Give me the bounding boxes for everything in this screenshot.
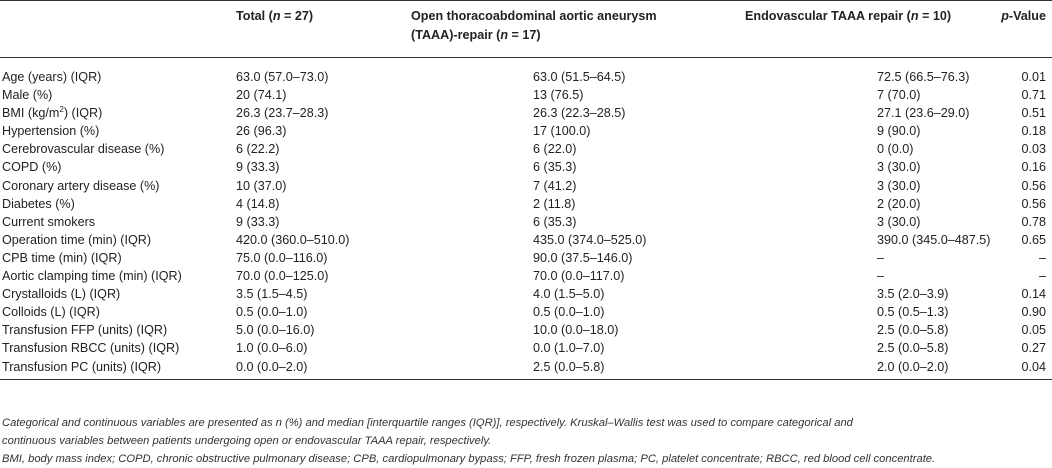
cell-p-value: 0.04	[986, 358, 1052, 380]
cell-open-repair: 0.5 (0.0–1.0)	[533, 305, 605, 320]
table-row	[0, 86, 1052, 104]
cell-p-value: 0.27	[1021, 341, 1046, 356]
cell-total: 9 (33.3)	[236, 160, 280, 175]
table-row	[0, 158, 1052, 176]
cell-total: 3.5 (1.5–4.5)	[236, 287, 308, 302]
cell-p-value: 0.56	[1021, 178, 1046, 193]
cell-p-value: 0.65	[1021, 232, 1046, 247]
cell-endovascular-repair: 3.5 (2.0–3.9)	[877, 287, 949, 302]
table-body	[0, 58, 1052, 380]
table-row	[0, 177, 1052, 195]
cell-p-value: 0.05	[1021, 323, 1046, 338]
row-label: Diabetes (%)	[2, 196, 75, 211]
table-row	[0, 321, 1052, 339]
table-row	[0, 140, 1052, 158]
cell-endovascular-repair: 7 (70.0)	[877, 88, 921, 103]
row-label: CPB time (min) (IQR)	[2, 250, 122, 265]
cell-endovascular-repair: 0 (0.0)	[877, 142, 914, 157]
cell-total: 9 (33.3)	[236, 214, 280, 229]
cell-endovascular-repair: 2.5 (0.0–5.8)	[877, 323, 949, 338]
cell-endovascular-repair: 390.0 (345.0–487.5)	[877, 232, 991, 247]
cell-open-repair: 6 (35.3)	[533, 214, 577, 229]
footnote-line-3: BMI, body mass index; COPD, chronic obstructive pulmonary disease; CPB, cardiopulmonary bypass; FFP, fresh frozen plasma; PC, platelet concentrate; RBCC, red blood cell concentrate.	[2, 453, 936, 465]
cell-total: 70.0 (0.0–125.0)	[236, 269, 329, 284]
table-row	[0, 358, 1052, 380]
cell-open-repair: 7 (41.2)	[533, 178, 577, 193]
row-label: Age (years) (IQR)	[2, 70, 102, 84]
row-label: Operation time (min) (IQR)	[2, 232, 152, 247]
cell-total: 26 (96.3)	[236, 124, 287, 139]
cell-endovascular-repair: 27.1 (23.6–29.0)	[877, 106, 970, 121]
cell-p-value: 0.51	[1021, 106, 1046, 121]
cell-open-repair: 6 (22.0)	[533, 142, 577, 157]
cell-endovascular-repair: –	[877, 250, 885, 265]
cell-open-repair: 90.0 (37.5–146.0)	[533, 250, 633, 265]
table-row	[0, 195, 1052, 213]
row-label: Cerebrovascular disease (%)	[2, 142, 165, 157]
header-variable	[0, 1, 230, 58]
cell-p-value: 0.16	[1021, 160, 1046, 175]
cell-p-value: 0.78	[1021, 214, 1046, 229]
row-label: Crystalloids (L) (IQR)	[2, 287, 121, 302]
table-row	[0, 303, 1052, 321]
cell-total: 420.0 (360.0–510.0)	[236, 232, 350, 247]
header-open-repair: Open thoracoabdominal aortic aneurysm (TAAA)-repair (n = 17)	[411, 9, 657, 42]
table-row	[0, 213, 1052, 231]
cell-p-value: 0.71	[1021, 88, 1046, 103]
cell-endovascular-repair: 0.5 (0.5–1.3)	[877, 305, 949, 320]
row-label: Transfusion PC (units) (IQR)	[0, 358, 230, 380]
cell-open-repair: 2 (11.8)	[533, 196, 576, 211]
cell-total: 6 (22.2)	[236, 142, 280, 157]
table-row	[0, 58, 1052, 87]
cell-total: 0.0 (0.0–2.0)	[230, 358, 405, 380]
cell-endovascular-repair: 72.5 (66.5–76.3)	[877, 70, 970, 84]
cell-endovascular-repair: 3 (30.0)	[877, 178, 921, 193]
header-p-value: p-Value	[1001, 9, 1046, 23]
header-total: Total (n = 27)	[236, 9, 314, 23]
cell-p-value: 0.56	[1021, 196, 1046, 211]
header-endovascular-repair: Endovascular TAAA repair (n = 10)	[745, 9, 952, 23]
cell-open-repair: 63.0 (51.5–64.5)	[533, 70, 626, 84]
cell-endovascular-repair: 2 (20.0)	[877, 196, 921, 211]
cell-open-repair: 13 (76.5)	[533, 88, 584, 103]
table-row	[0, 122, 1052, 140]
row-label: COPD (%)	[2, 160, 62, 175]
cell-total: 10 (37.0)	[236, 178, 287, 193]
table-row	[0, 285, 1052, 303]
cell-total: 75.0 (0.0–116.0)	[236, 250, 328, 265]
cell-total: 4 (14.8)	[236, 196, 280, 211]
cell-endovascular-repair: 3 (30.0)	[877, 160, 921, 175]
cell-total: 26.3 (23.7–28.3)	[236, 106, 329, 121]
cell-p-value: –	[1038, 250, 1046, 265]
cell-total: 63.0 (57.0–73.0)	[236, 70, 329, 84]
cell-p-value: 0.14	[1021, 287, 1046, 302]
table-footnotes	[2, 414, 1052, 468]
cell-endovascular-repair: 2.0 (0.0–2.0)	[741, 358, 986, 380]
cell-p-value: 0.01	[1021, 70, 1046, 84]
cell-open-repair: 26.3 (22.3–28.5)	[533, 106, 626, 121]
cell-open-repair: 4.0 (1.5–5.0)	[533, 287, 605, 302]
cell-p-value: 0.18	[1021, 124, 1046, 139]
cell-endovascular-repair: 3 (30.0)	[877, 214, 921, 229]
row-label: Transfusion RBCC (units) (IQR)	[2, 341, 180, 356]
row-label: Male (%)	[2, 88, 53, 103]
row-label: Coronary artery disease (%)	[2, 178, 160, 193]
footnote-line-2: continuous variables between patients undergoing open or endovascular TAAA repair, respectively.	[2, 435, 492, 447]
cell-total: 1.0 (0.0–6.0)	[236, 341, 308, 356]
table-header-row	[0, 1, 1052, 58]
row-label: Aortic clamping time (min) (IQR)	[2, 269, 182, 284]
cell-open-repair: 2.5 (0.0–5.8)	[405, 358, 741, 380]
footnote-line-1: Categorical and continuous variables are presented as n (%) and median [interquartile ranges (IQR)], respectively. Kruskal–Wallis test was used to compare categorical and	[2, 417, 853, 429]
cell-open-repair: 17 (100.0)	[533, 124, 591, 139]
cell-open-repair: 10.0 (0.0–18.0)	[533, 323, 619, 338]
table-row	[0, 267, 1052, 285]
cell-open-repair: 6 (35.3)	[533, 160, 577, 175]
table-row	[0, 104, 1052, 122]
table-row	[0, 249, 1052, 267]
table-row	[0, 339, 1052, 357]
cell-endovascular-repair: 2.5 (0.0–5.8)	[877, 341, 949, 356]
cell-p-value: 0.03	[1021, 142, 1046, 157]
cell-open-repair: 0.0 (1.0–7.0)	[533, 341, 605, 356]
row-label: BMI $(kg/m^2)$ (IQR)	[2, 105, 103, 121]
cell-endovascular-repair: 9 (90.0)	[877, 124, 921, 139]
cell-total: 20 (74.1)	[236, 88, 287, 103]
cell-p-value: –	[1038, 269, 1046, 284]
row-label: Colloids (L) (IQR)	[2, 305, 100, 320]
cell-p-value: 0.90	[1021, 305, 1046, 320]
row-label: Current smokers	[2, 214, 96, 229]
row-label: Transfusion FFP (units) (IQR)	[2, 323, 168, 338]
table-row	[0, 231, 1052, 249]
cell-endovascular-repair: –	[877, 269, 885, 284]
cell-total: 0.5 (0.0–1.0)	[236, 305, 308, 320]
cell-open-repair: 70.0 (0.0–117.0)	[533, 269, 625, 284]
cell-open-repair: 435.0 (374.0–525.0)	[533, 232, 647, 247]
cell-total: 5.0 (0.0–16.0)	[236, 323, 315, 338]
row-label: Hypertension (%)	[2, 124, 100, 139]
